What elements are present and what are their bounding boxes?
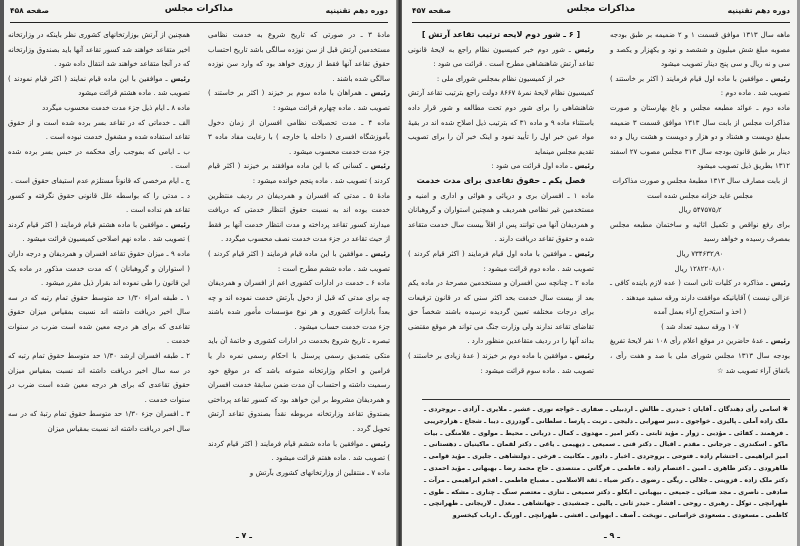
- paragraph: ب ـ ایامی که بموجب رأی محکمه در حبس بسر برده شده است .: [8, 147, 190, 171]
- speaker-paragraph: [208, 437, 390, 466]
- period-label: دوره دهم تقنینیه: [325, 6, 388, 15]
- header-rule: [412, 22, 790, 23]
- paragraph: ماده ۷ ـ منتقلین از وزارتخانهای کشوری بآرتش و: [249, 468, 390, 477]
- speaker-paragraph: [408, 159, 594, 174]
- paragraph: کمیسیون نظام لایحهٔ نمرهٔ ۸۶۶۷ دولت راجع بترتیب تقاعد آرتش شاهنشاهی را برای شور دوم تحت مطالعه و شور قرار داده باستثناء ماده ۹ و ماده ۳۱ که بترتیب ذیل اصلاح شده اند در بقیهٔ مواد عین خبر اول را تأیید نمود و اینک خبر آن را برای تصویب تقدیم مجلس مینماید: [408, 89, 594, 156]
- speaker-name: رئیس: [770, 74, 790, 83]
- left-page-right-column: [208, 28, 390, 480]
- header-rule: [10, 22, 388, 23]
- paragraph: ماده ۲ ـ چنانچه سن افسران و مستخدمین مصرحهٔ در ماده یکم بعد از بیست سال خدمت بحد اکثر سنی که در قانون ترفیعات برای درجات مختلفه تعیین گردیده نرسیده باشند شخصاً حق تقاضای تقاعد ندارند ولی وزارت جنگ می تواند هر موقع مقتضی بداند آنها را در ردیف متقاعدین منظور دارد .: [408, 279, 594, 346]
- speaker-text: ـ مذاکره در کلیات ثانی است ( عده لازم باینده کافی ـ عزالی نیست ) آقایانیکه موافقت دارند ورقه سفید میدهند .: [610, 279, 790, 302]
- paragraph: برای رفع نواقص و تکمیل اثاثیه و ساختمان مطبعه مجلس بمصرف رسیده و خواهد رسید: [610, 220, 790, 244]
- amount-line: ۵۴۷۵۷۵٫۲ ریال: [678, 206, 722, 215]
- paragraph: مادهٔ ۵ ـ مدتی که افسران و همردیفان در ردیف منتظرین خدمت بوده اند به نسبت حقوق انتظار خدمتی که دریافت میدارند کسور تقاعد پرداخته و مدت انتظار خدمت آنها بر فقط از حیث تقاعد در جزء مدت خدمت نصف محسوب میگردد .: [208, 191, 390, 244]
- centered-line: از بابت مصارف سال ۱۳۱۳ مطبعهٔ مجلس و صورت مذاکرات مجلس عاید خزانه مجلس شده است: [612, 176, 788, 200]
- paragraph: ماده ۱ ـ افسران بری و دریائی و هوائی و اداری و امنیه و مستخدمین غیر نظامی همردیف و همچنین استواران و گروهبانان و همردیفان آنها می توانند پس از اقلاً بیست سال خدمت متقاعد شده و حقوق تقاعد دریافت دارند .: [408, 191, 594, 244]
- amount-line: ۷۳۴۶۳۲٫۹۰ ریال: [676, 249, 724, 258]
- paragraph: تبصره ـ تاریخ شروع بخدمت در ادارات کشوری و خاتمهٔ آن باید متکی بتصدیق رسمی پرسنل با احکام رسمی نمره دار یا فرامین و احکام وزارتخانه متبوعه باشد که در موقع خود رسمیت داشته و احتساب آن مدت ضمن سابقهٔ خدمت افسران و همردیفان مشروط بر این خواهد بود که کسور تقاعد پرداختی بصندوق تقاعد وزارتخانه مربوطه نقداً بصندوق تقاعد آرتش تحویل گردد .: [208, 337, 390, 434]
- page-edge-shadow: [0, 0, 4, 546]
- voter-names-list: [424, 404, 788, 522]
- speaker-paragraph: [208, 247, 390, 276]
- speaker-paragraph: [408, 43, 594, 72]
- right-page-right-column: [610, 28, 790, 378]
- speaker-name: رئیس: [574, 249, 594, 258]
- paragraph: ماده ۹ ـ میزان حقوق تقاعد افسران و همردیفان و درجه داران ( استواران و گروهبانان ) که مدت خدمت مذکور در ماده یک این قانون را طی نموده اند بقرار ذیل مقرر میشود .: [8, 249, 190, 288]
- section-heading: [ ۶ ـ شور دوم لایحه ترتیب تقاعد آرتش ]: [421, 30, 581, 39]
- speaker-name: رئیس: [370, 89, 390, 98]
- speaker-name: رئیس: [574, 352, 594, 361]
- centered-line: ( اخذ و استخراج آراء بعمل آمده: [653, 308, 747, 317]
- speaker-text: ـ موافقین با این ماده قیام نمایند ( اکثر قیام نمودند ) تصویب شد . ماده هشتم قرائت میشود: [8, 74, 190, 98]
- voter-names: حیدری ـ طالش ـ اردبیلی ـ صفاری ـ خواجه نوری ـ عشیر ـ ملایری ـ آزادی ـ بروجردی ـ ملک زاده آملی ـ پالیزی ـ خواجوی ـ دبیر سهرابی ـ دلیجی ـ تربت ـ پارسا ـ سلطانی ـ گودرزی ـ دیبا ـ شجاع ـ هزارجریبی ـ فرهمند ـ کفائی ـ مؤدبی ـ زوار ـ مؤید ثابتی ـ دکتر امیر ـ مهدوی ـ کمال ـ دربانی ـ محیط ـ مولوی ـ غلامنگی ـ بیات ماکو ـ اسکندری ـ جرجانی ـ مقدم ـ اقبال ـ دکتر قنی ـ سمیعی ـ دیهیمی ـ یاغی ـ دکتر لقمان ـ ماکینیان ـ دهستانی ـ امیر ابراهیمی ـ احتشام زاده ـ فتوحی ـ بروجردی ـ اخبار ـ دادور ـ مکانیت ـ فرخی ـ دولتشاهی ـ جلیری ـ مؤید قوامی ـ طاهرودی ـ دکتر طاهری ـ امین ـ اعتصام زاده ـ فاطمی ـ فرگانی ـ منتصدی ـ حاج محمد رضا ـ بهبهانی ـ مؤید احمدی ـ دکتر ملک زاده ـ قزوینی ـ جلالی ـ ریگی ـ رضوی ـ دکتر ضیاء ـ ثقة الاسلامی ـ مصباح فاطمی ـ افخم ابراهیمی ـ مرآت ـ صادقی ـ ناصری ـ مجد ضیائی ـ جمیعی ـ بیهبانی ـ ابکلو ـ دکتر سمیعی ـ تنازی ـ معتصم سنگ ـ چناری ـ مشکه ـ طوی ـ طهرانچی ـ توکل ـ رهبری ـ روحی ـ افشار ـ حیدر ثانی ـ یالیی ـ جمشیدی ـ جهانشاهی ـ معدل ـ لاریجانی ـ طهرانچی ـ کاظمی ـ مسعودی ـ مسعودی خراسانی ـ نوبخت ـ آصف ـ ابهوانی ـ افشی ـ طهرانچی ـ اورنگ ـ ارباب کیخسرو: [424, 406, 788, 520]
- speaker-name: رئیس: [370, 439, 390, 448]
- paragraph: ماده دوم ـ عوائد مطبعه مجلس و باغ بهارستان و صورت مذاکرات مجلس از بابت سال ۱۳۱۳ موافق قسمت ۳ ضمیمه بمبلغ دویست و هشتاد و دو هزار و دویست و هشت ریال و ده دینار بر طبق قانون بودجه سال ۳۱۳ مجلس مصوب ۲۷ اسفند ۱۳۱۲ بطریق ذیل تصویب میشود: [610, 103, 791, 171]
- speaker-name: رئیس: [170, 220, 190, 229]
- page-number-label: صفحه ۴۵۸: [10, 6, 49, 15]
- paragraph: همچنین از آرتش بوزارتخانهای کشوری نظر باینکه در وزارتخانه اخیر متقاعد خواهند شد کسور تقاعد آنها باید بصندوق وزارتخانه که در آنجا متقاعد خواهند شد انتقال داده شود .: [8, 31, 190, 69]
- speaker-text: ـ موافقین با ماده اول قیام فرمایند ( اکثر بر خاستند ) تصویب شد . ماده دوم :: [610, 74, 790, 98]
- speaker-paragraph: [208, 159, 390, 188]
- running-head: [412, 4, 790, 18]
- left-page: [0, 0, 398, 546]
- left-page-left-column: [8, 28, 190, 437]
- speaker-text: ـ موافقین با ماده دوم بر خیزند ( عدهٔ زیادی بر خاستند ) تصویب شد . ماده سوم قرائت میشود :: [408, 352, 594, 375]
- speaker-name: رئیس: [574, 45, 594, 54]
- speaker-paragraph: [408, 247, 594, 276]
- speaker-paragraph: [610, 72, 790, 101]
- period-label: دوره دهم تقنینیه: [727, 6, 790, 15]
- journal-title: مذاکرات مجلس: [164, 4, 234, 14]
- running-head: [10, 4, 388, 18]
- section-heading: فصل یکم ـ حقوق تقاعدی برای مدت خدمت: [416, 175, 586, 185]
- paragraph: ماده ۴ ـ مدت تحصیلات نظامی افسران از زمان دخول بآموزشگاه افسری ( داخله یا خارجه ) با رعایت مفاد ماده ۳ جزء مدت خدمت محسوب میشود .: [208, 118, 390, 156]
- speaker-paragraph: [610, 276, 790, 305]
- right-page-left-column: [408, 28, 594, 378]
- page-number-label: صفحه ۴۵۷: [412, 6, 451, 15]
- speaker-text: ـ عدهٔ حاضرین در موقع اعلام رأی ۱۰۸ نفر لایحهٔ تفریغ بودجه سال ۱۳۱۳ مجلس شورای ملی با صد و هفت رأی ، باتفاق آراء تصویب شد ☆: [610, 337, 790, 375]
- paragraph: ماهه سال ۱۳۱۳ موافق قسمت ۱ و ۲ ضمیمه بر طبق بودجه مصوبه مبلغ شش میلیون و ششصد و نود و یکهزار و یکصد و سی و نه ریال و سی پنج دینار تصویب میشود: [610, 31, 790, 69]
- paragraph: ماده ۶ ـ خدمت در ادارات کشوری اعم از افسران و همردیفان چه برای مدتی که قبل از دخول بآرتش خدمت نموده اند و چه بعداً بادارات کشوری و هر نوع مؤسسات مأمور شده باشند جزء مدت خدمت حساب میشود .: [208, 279, 390, 331]
- speaker-paragraph: [208, 86, 390, 115]
- right-page: [402, 0, 800, 546]
- vote-list-rule: [422, 399, 790, 400]
- amount-line: ۱۲۸۲۲۰۸٫۱۰ ریال: [674, 264, 726, 273]
- paragraph: مادهٔ ۳ ـ در صورتی که تاریخ شروع به خدمت نظامی مستخدمین آرتش قبل از سن نوزده سالگی باشد تاریخ احتساب حقوق تقاعد آنها فقط از روزی خواهد بود که وارد سن نوزده سالگی شده باشند .: [208, 31, 390, 83]
- centered-line: خبر از کمیسیون نظام بمجلس شورای ملی :: [436, 74, 566, 83]
- speaker-paragraph: [8, 72, 190, 101]
- paragraph: د ـ مدتی را که بواسطه علل قانونی حقوق نگرفته و کسور تقاعد هم نداده است .: [8, 191, 190, 215]
- speaker-name: رئیس: [370, 162, 390, 171]
- speaker-name: رئیس: [770, 337, 790, 346]
- speaker-name: رئیس: [574, 162, 594, 171]
- paragraph: ج ـ ایام مرخصی که قانوناً مستلزم عدم استیفای حقوق است .: [10, 176, 190, 185]
- speaker-text: ـ کسانی که با این ماده موافقند بر خیزند ( اکثر قیام کردند ) تصویب شد . ماده پنجم خوانده میشود :: [208, 162, 390, 185]
- folio-mark: ـ ۹ ـ: [604, 531, 620, 540]
- paragraph: ۳ ـ افسران جزء ۱/۳۰ حد متوسط حقوق تمام رتبهٔ که در سه سال اخیر دریافت داشته اند نسبت بمقیاس میزان: [8, 410, 190, 434]
- speaker-text: ـ شور دوم خبر کمیسیون نظام راجع به لایحهٔ قانونی تقاعد آرتش شاهنشاهی مطرح است . قرائت می شود :: [408, 45, 594, 69]
- paragraph: ۲ ـ طبقه افسران ارشد ۱/۳۰ حد متوسط حقوق تمام رتبه که در سه سال اخیر دریافت داشته اند نسبت بمقیاس میزان حقوق تقاعدی که برای هر درجه معین شده است ضرب در سنوات خدمت .: [8, 352, 190, 404]
- folio-mark: ـ ۷ ـ: [236, 531, 252, 540]
- paragraph: ۱ ـ طبقه امراء ۱/۳۰ حد متوسط حقوق تمام رتبه که در سه سال اخیر دریافت داشته اند نسبت بمقیاس میزان حقوق تقاعدی که برای هر درجه معین شده است ضرب در سنوات خدمت .: [8, 293, 190, 346]
- centered-line: ۱۰۷ ورقه سفید تعداد شد ): [661, 322, 739, 331]
- speaker-name: رئیس: [370, 249, 390, 258]
- journal-title: مذاکرات مجلس: [566, 4, 636, 14]
- speaker-name: رئیس: [770, 279, 790, 288]
- speaker-paragraph: [408, 349, 594, 378]
- speaker-text: ـ موافقین با ماده اول قیام فرمایند ( اکثر قیام کردند ) تصویب شد . ماده دوم قرائت میشود :: [408, 249, 594, 273]
- voter-list-label: ✱ اسامی رأی دهندگان ـ آقایان :: [688, 406, 788, 413]
- paragraph: ماده ۸ ـ ایام ذیل جزء مدت خدمت محسوب میگردد: [42, 103, 190, 112]
- speaker-text: ـ ماده اول قرائت می شود :: [491, 162, 575, 171]
- speaker-text: ـ همراهان با ماده سوم بر خیزند ( اکثر بر خاستند ) تصویب شد . ماده چهارم قرائت میشود :: [208, 89, 390, 112]
- speaker-text: ـ موافقین با این ماده قیام فرمایند ( اکثر قیام کردند ) تصویب شد . ماده ششم مطرح است :: [208, 249, 390, 273]
- speaker-text: ـ موافقین با ماده ششم قیام فرمایند ( اکثر قیام کردند ) تصویب شد . ماده هفتم قرائت میشود .: [208, 439, 390, 463]
- paragraph: الف ـ خدماتی که در تقاعد بسر برده شده است و از حقوق تقاعد استفاده شده و مشغول خدمت نبوده است .: [8, 118, 190, 142]
- speaker-name: رئیس: [170, 74, 190, 83]
- speaker-text: ـ موافقین با ماده هشتم قیام فرمایند ( اکثر قیام کردند ) تصویب شد . ماده نهم اصلاحی کمیسیون قرائت میشود .: [8, 220, 190, 244]
- speaker-paragraph: [8, 218, 190, 247]
- speaker-paragraph: [610, 334, 790, 378]
